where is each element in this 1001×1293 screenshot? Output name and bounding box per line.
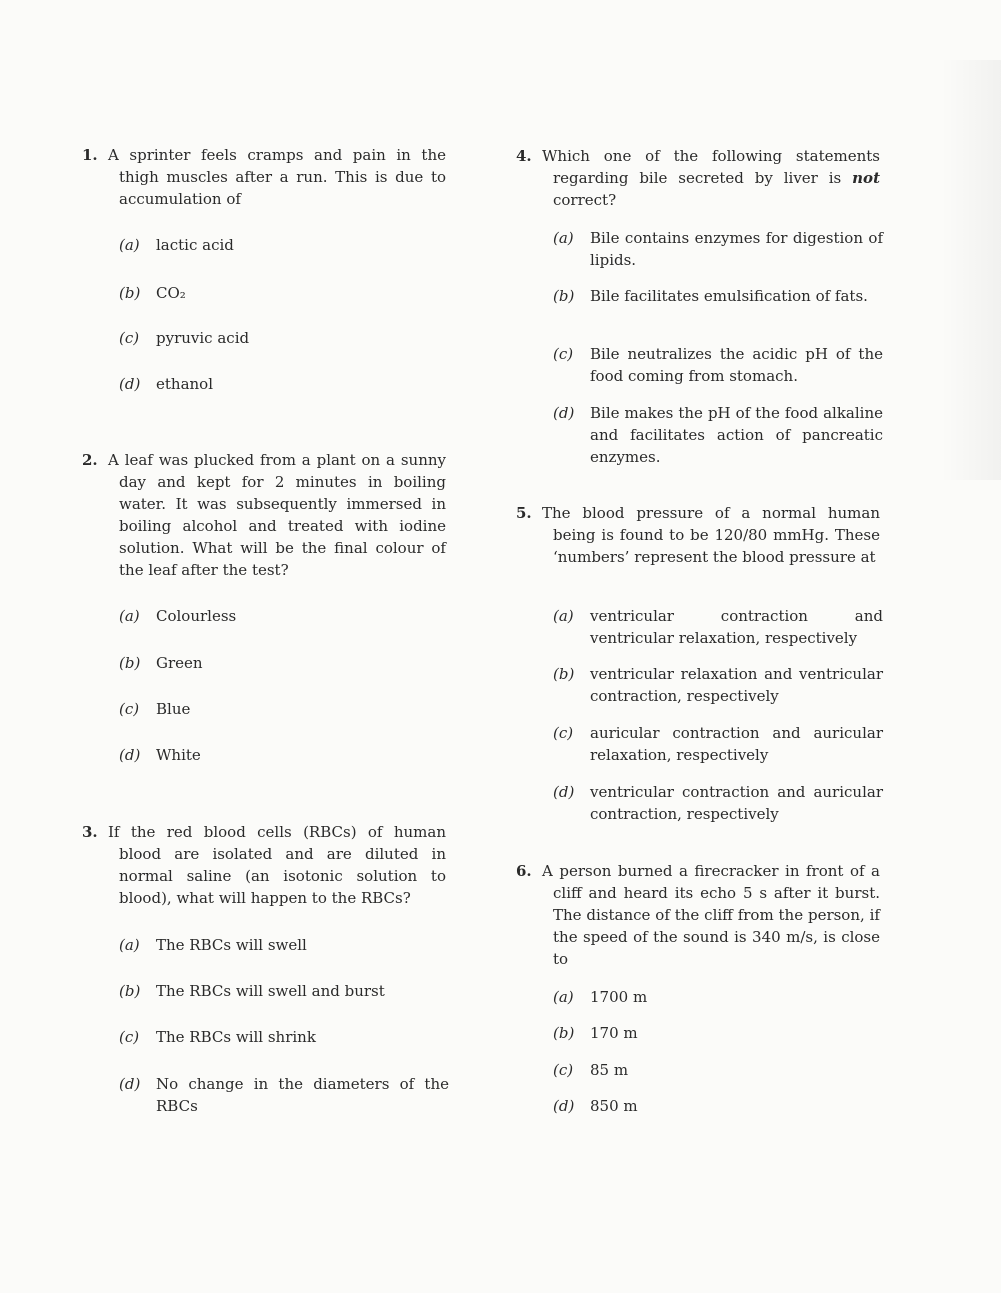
option-text: Bile makes the pH of the food alkaline and facilitates action of pancreatic enzymes.	[590, 404, 883, 466]
question-stem	[516, 145, 880, 211]
option-b[interactable]	[119, 980, 449, 1002]
option-text: No change in the diameters of the RBCs	[156, 1075, 449, 1115]
option-a[interactable]	[553, 986, 883, 1008]
question-4	[516, 145, 880, 211]
question-2	[82, 449, 446, 581]
option-c[interactable]	[553, 1059, 883, 1081]
question-text: Which one of the following statements regarding bile secreted by liver is	[542, 147, 880, 187]
option-d[interactable]	[119, 1073, 449, 1117]
option-d[interactable]	[119, 744, 449, 766]
option-c[interactable]	[553, 722, 883, 766]
option-label: (d)	[553, 404, 575, 422]
option-b[interactable]	[553, 663, 883, 707]
option-label: (b)	[553, 287, 575, 305]
question-stem	[82, 144, 446, 210]
question-stem	[82, 449, 446, 581]
option-text: 170 m	[590, 1024, 638, 1042]
option-text: Bile facilitates emulsification of fats.	[590, 287, 868, 305]
option-label: (b)	[553, 1024, 575, 1042]
option-a[interactable]	[119, 934, 449, 956]
option-text: White	[156, 746, 201, 764]
option-d[interactable]	[119, 373, 449, 395]
option-a[interactable]	[119, 234, 449, 256]
option-a[interactable]	[553, 227, 883, 271]
option-d[interactable]	[553, 402, 883, 468]
option-text: ventricular relaxation and ventricular contraction, respectively	[590, 665, 883, 705]
option-text: ethanol	[156, 375, 213, 393]
question-6	[516, 860, 880, 970]
option-b[interactable]	[553, 1022, 883, 1044]
option-d[interactable]	[553, 781, 883, 825]
option-text: ventricular contraction and auricular contraction, respectively	[590, 783, 883, 823]
option-label: (a)	[553, 607, 574, 625]
option-c[interactable]	[119, 1026, 449, 1048]
option-label: (c)	[119, 1028, 140, 1046]
option-label: (d)	[119, 746, 141, 764]
option-text: auricular contraction and auricular relaxation, respectively	[590, 724, 883, 764]
question-stem	[516, 860, 880, 970]
option-text: Colourless	[156, 607, 237, 625]
question-3	[82, 821, 446, 909]
option-text: Blue	[156, 700, 191, 718]
question-text: The blood pressure of a normal human being is found to be 120/80 mmHg. These ‘numbers’ represent the blood pressure at	[542, 504, 880, 566]
option-b[interactable]	[553, 285, 883, 307]
option-label: (a)	[553, 229, 574, 247]
option-label: (d)	[119, 375, 141, 393]
scan-shadow	[941, 60, 1001, 480]
question-number: 3.	[82, 823, 98, 841]
option-label: (c)	[119, 700, 140, 718]
question-1	[82, 144, 446, 210]
option-a[interactable]	[553, 605, 883, 649]
option-text: The RBCs will swell	[156, 936, 307, 954]
option-text: The RBCs will swell and burst	[156, 982, 385, 1000]
question-number: 1.	[82, 146, 98, 164]
option-label: (d)	[553, 1097, 575, 1115]
question-text: A person burned a firecracker in front of a cliff and heard its echo 5 s after it burst. The distance of the cliff from the person, if the speed of the sound is 340 m/s, is close to	[542, 862, 880, 968]
option-label: (d)	[119, 1075, 141, 1093]
option-label: (c)	[553, 1061, 574, 1079]
question-number: 4.	[516, 147, 532, 165]
question-number: 6.	[516, 862, 532, 880]
option-label: (a)	[119, 236, 140, 254]
option-label: (b)	[553, 665, 575, 683]
option-text: Bile neutralizes the acidic pH of the food coming from stomach.	[590, 345, 883, 385]
option-label: (a)	[119, 936, 140, 954]
option-text: CO₂	[156, 284, 186, 302]
option-label: (a)	[119, 607, 140, 625]
option-c[interactable]	[119, 327, 449, 349]
option-text: lactic acid	[156, 236, 234, 254]
option-text: Bile contains enzymes for digestion of lipids.	[590, 229, 883, 269]
question-5	[516, 502, 880, 568]
option-label: (a)	[553, 988, 574, 1006]
option-label: (c)	[553, 724, 574, 742]
option-a[interactable]	[119, 605, 449, 627]
question-text-end: correct?	[553, 191, 617, 209]
question-emphasis: not	[852, 169, 880, 187]
question-number: 5.	[516, 504, 532, 522]
question-stem	[82, 821, 446, 909]
option-text: 850 m	[590, 1097, 638, 1115]
question-stem	[516, 502, 880, 568]
question-number: 2.	[82, 451, 98, 469]
option-b[interactable]	[119, 652, 449, 674]
option-text: pyruvic acid	[156, 329, 250, 347]
option-c[interactable]	[553, 343, 883, 387]
question-text: A sprinter feels cramps and pain in the thigh muscles after a run. This is due to accumulation of	[108, 146, 446, 208]
option-label: (b)	[119, 654, 141, 672]
option-text: ventricular contraction and ventricular relaxation, respectively	[590, 607, 883, 647]
question-text: If the red blood cells (RBCs) of human blood are isolated and are diluted in normal saline (an isotonic solution to blood), what will happen to the RBCs?	[108, 823, 446, 907]
option-label: (d)	[553, 783, 575, 801]
option-label: (b)	[119, 284, 141, 302]
option-label: (c)	[119, 329, 140, 347]
option-d[interactable]	[553, 1095, 883, 1117]
option-text: 1700 m	[590, 988, 648, 1006]
option-c[interactable]	[119, 698, 449, 720]
option-b[interactable]	[119, 282, 449, 304]
question-text: A leaf was plucked from a plant on a sunny day and kept for 2 minutes in boiling water. It was subsequently immersed in boiling alcohol and treated with iodine solution. What will be the final colour of the leaf after the test?	[108, 451, 446, 579]
option-text: The RBCs will shrink	[156, 1028, 316, 1046]
option-label: (b)	[119, 982, 141, 1000]
option-text: Green	[156, 654, 203, 672]
option-label: (c)	[553, 345, 574, 363]
option-text: 85 m	[590, 1061, 629, 1079]
